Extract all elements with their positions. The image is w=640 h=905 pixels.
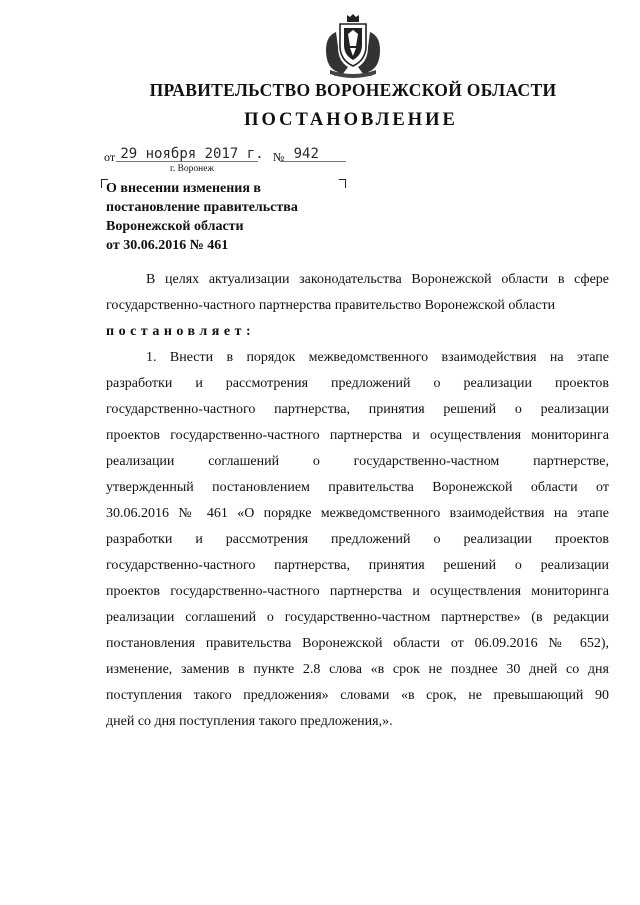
preamble-line: государственно-частного партнерства правительство Воронежской области xyxy=(106,298,556,313)
document-type-title: ПОСТАНОВЛЕНИЕ xyxy=(244,110,458,130)
preamble-line: В целях актуализации законодательства Воронежской области в сфере xyxy=(146,272,609,287)
number-label: № xyxy=(272,150,285,164)
city-name: г. Воронеж xyxy=(170,164,215,174)
decrees-word: постановляет: xyxy=(106,324,256,339)
subject-line: О внесении изменения в xyxy=(106,181,261,196)
item1-line: постановления правительства Воронежской области от 06.09.2016 № 652), xyxy=(106,636,609,651)
item1-line: 1. Внести в порядок межведомственного взаимодействия на этапе xyxy=(146,350,609,365)
government-title: ПРАВИТЕЛЬСТВО ВОРОНЕЖСКОЙ ОБЛАСТИ xyxy=(149,80,557,100)
document-subject xyxy=(106,179,346,255)
subject-line: Воронежской области xyxy=(106,219,244,234)
document-number: 942 xyxy=(293,146,319,162)
subject-line: от 30.06.2016 № 461 xyxy=(106,238,229,253)
date-from-label: от xyxy=(104,150,116,164)
item1-line: государственно-частного партнерства, принятия решений о реализации xyxy=(106,402,609,417)
number-underline xyxy=(280,161,346,162)
item1-line: 30.06.2016 № 461 «О порядке межведомственного взаимодействия на этапе xyxy=(106,506,609,521)
item1-line: дней со дня поступления такого предложения,». xyxy=(106,714,393,729)
document-date: 29 ноября 2017 г. xyxy=(120,146,264,162)
document-body xyxy=(106,267,609,735)
item1-line: разработки и рассмотрения предложений о реализации проектов xyxy=(106,376,609,391)
item1-line: проектов государственно-частного партнерства и осуществления мониторинга xyxy=(106,584,609,599)
item1-line: разработки и рассмотрения предложений о реализации проектов xyxy=(106,532,609,547)
item1-line: поступления такого предложения» словами «в срок, не превышающий 90 xyxy=(106,688,609,703)
coat-of-arms-emblem xyxy=(322,12,384,80)
item1-line: реализации соглашений о государственно-частном партнерстве, xyxy=(106,454,609,469)
subject-line: постановление правительства xyxy=(106,200,298,215)
item1-line: изменение, заменив в пункте 2.8 слова «в срок не позднее 30 дней со дня xyxy=(106,662,609,677)
item1-line: реализации соглашений о государственно-частном партнерстве» (в редакции xyxy=(106,610,609,625)
item1-line: утвержденный постановлением правительства Воронежской области от xyxy=(106,480,609,495)
item1-line: проектов государственно-частного партнерства и осуществления мониторинга xyxy=(106,428,609,443)
date-underline xyxy=(116,161,258,162)
item1-line: государственно-частного партнерства, принятия решений о реализации xyxy=(106,558,609,573)
date-number-row xyxy=(104,146,319,162)
